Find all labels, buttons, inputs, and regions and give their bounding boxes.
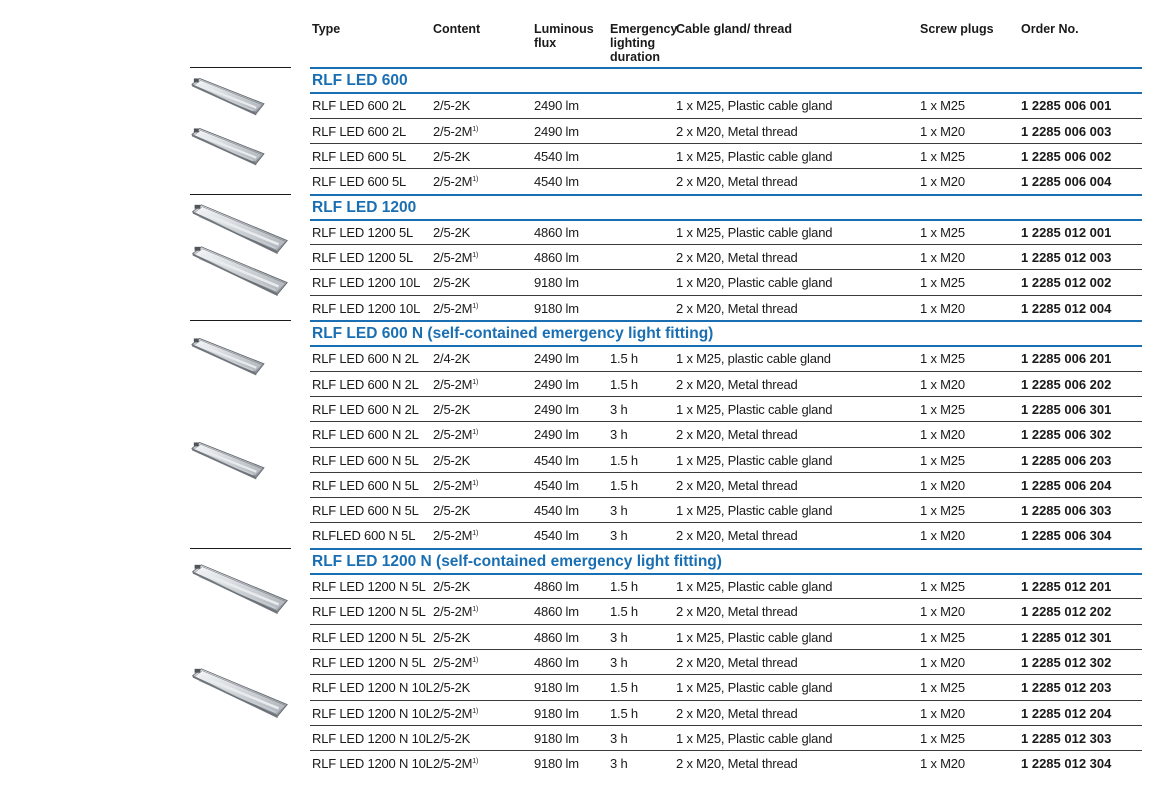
footnote-marker: 1): [472, 758, 479, 766]
cell-order: 1 2285 012 003: [1021, 250, 1112, 266]
light-fitting-600-image: [188, 438, 266, 482]
cell-order: 1 2285 006 004: [1021, 174, 1112, 190]
table-row: [0, 599, 1166, 624]
content-value: 2/5-2K: [433, 224, 471, 240]
content-value: 2/5-2K: [433, 148, 471, 164]
cell-screw: 1 x M20: [920, 174, 965, 190]
cell-content: [433, 655, 478, 670]
cell-duration: 1.5 h: [610, 351, 638, 367]
cell-order: 1 2285 006 303: [1021, 503, 1112, 519]
cell-cable: 2 x M20, Metal thread: [676, 300, 798, 316]
section-title: RLF LED 600: [312, 72, 408, 89]
footnote-marker: 1): [472, 530, 479, 538]
cell-content: [433, 402, 470, 417]
table-row: [0, 270, 1166, 295]
cell-type: RLF LED 1200 N 5L: [312, 579, 426, 594]
cell-flux: 9180 lm: [534, 300, 579, 316]
cell-screw: 1 x M25: [920, 730, 965, 746]
cell-type: RLF LED 600 N 5L: [312, 452, 419, 468]
column-header-flux-line: flux: [534, 36, 557, 50]
column-header-order: Order No.: [1021, 22, 1079, 36]
cell-order: 1 2285 012 302: [1021, 654, 1112, 670]
cell-flux: 4540 lm: [534, 503, 579, 519]
section-title: RLF LED 600 N (self-contained emergency light fitting): [312, 325, 714, 342]
content-value: 2/5-2K: [433, 680, 471, 696]
cell-content: [433, 630, 470, 645]
table-row: [0, 296, 1166, 321]
cell-cable: 1 x M25, Plastic cable gland: [676, 579, 833, 594]
cell-type: RLF LED 600 2L: [312, 123, 407, 139]
table-row: [0, 726, 1166, 751]
cell-flux: 9180 lm: [534, 705, 579, 721]
cell-cable: 1 x M25, Plastic cable gland: [676, 629, 833, 645]
content-value: 2/5-2M: [433, 705, 473, 721]
cell-content: [433, 528, 478, 543]
cell-flux: 4540 lm: [534, 528, 579, 544]
cell-flux: 2490 lm: [534, 376, 579, 392]
cell-type: RLF LED 1200 N 10L: [312, 705, 433, 721]
content-value: 2/5-2M: [433, 756, 473, 772]
cell-duration: 3 h: [610, 528, 628, 544]
column-header-emergency-line: Emergency: [610, 22, 678, 36]
cell-content: [433, 301, 478, 316]
cell-content: [433, 706, 478, 721]
table-row: [0, 751, 1166, 776]
section-divider: [310, 67, 1142, 69]
content-value: 2/5-2M: [433, 300, 473, 316]
cell-duration: 3 h: [610, 427, 628, 443]
cell-order: 1 2285 006 002: [1021, 148, 1112, 164]
cell-content: [433, 124, 478, 139]
column-header-flux: [534, 22, 594, 50]
cell-flux: 4540 lm: [534, 452, 579, 468]
cell-cable: 1 x M25, Plastic cable gland: [676, 224, 833, 240]
cell-order: 1 2285 006 001: [1021, 98, 1112, 114]
cell-flux: 4860 lm: [534, 604, 579, 620]
cell-flux: 2490 lm: [534, 351, 579, 367]
cell-duration: 1.5 h: [610, 376, 638, 392]
content-value: 2/5-2K: [433, 730, 471, 746]
cell-type: RLFLED 600 N 5L: [312, 528, 416, 544]
section-divider: [310, 320, 1142, 322]
cell-type: RLF LED 1200 N 5L: [312, 604, 426, 620]
cell-type: RLF LED 1200 N 5L: [312, 629, 426, 645]
cell-cable: 2 x M20, Metal thread: [676, 376, 798, 392]
cell-duration: 1.5 h: [610, 604, 638, 620]
column-header-content: Content: [433, 22, 481, 36]
cell-type: RLF LED 600 5L: [312, 148, 407, 164]
cell-duration: 1.5 h: [610, 579, 638, 594]
table-row: [0, 119, 1166, 144]
cell-type: RLF LED 1200 N 5L: [312, 654, 426, 670]
table-row: [0, 498, 1166, 523]
cell-screw: 1 x M20: [920, 376, 965, 392]
cell-type: RLF LED 1200 N 10L: [312, 680, 433, 696]
table-row: [0, 574, 1166, 599]
cell-order: 1 2285 012 204: [1021, 705, 1112, 721]
cell-flux: 4860 lm: [534, 579, 579, 594]
cell-type: RLF LED 600 N 2L: [312, 351, 419, 367]
section-title: RLF LED 1200 N (self-contained emergency light fitting): [312, 552, 722, 570]
cell-screw: 1 x M25: [920, 275, 965, 291]
content-value: 2/5-2M: [433, 123, 473, 139]
cell-screw: 1 x M25: [920, 629, 965, 645]
table-row: [0, 650, 1166, 675]
cell-content: [433, 453, 470, 468]
cell-duration: 1.5 h: [610, 705, 638, 721]
table-row: [0, 93, 1166, 118]
content-value: 2/5-2M: [433, 427, 473, 443]
cell-type: RLF LED 600 2L: [312, 98, 407, 114]
cell-order: 1 2285 012 201: [1021, 579, 1112, 594]
section-divider: [310, 194, 1142, 196]
cell-cable: 2 x M20, Metal thread: [676, 604, 798, 620]
section-title: RLF LED 1200: [312, 198, 417, 216]
cell-screw: 1 x M20: [920, 427, 965, 443]
column-header-flux-line: Luminous: [534, 22, 594, 36]
cell-screw: 1 x M25: [920, 401, 965, 417]
cell-content: [433, 579, 470, 594]
cell-screw: 1 x M20: [920, 300, 965, 316]
cell-flux: 9180 lm: [534, 730, 579, 746]
cell-content: [433, 351, 470, 366]
cell-order: 1 2285 006 201: [1021, 351, 1112, 367]
table-header: [0, 0, 1166, 66]
cell-flux: 4860 lm: [534, 250, 579, 266]
table-row: [0, 245, 1166, 270]
cell-content: [433, 225, 470, 240]
cell-flux: 2490 lm: [534, 123, 579, 139]
cell-order: 1 2285 006 204: [1021, 477, 1112, 493]
cell-cable: 1 x M25, Plastic cable gland: [676, 680, 833, 696]
cell-type: RLF LED 1200 N 10L: [312, 730, 433, 746]
cell-flux: 4540 lm: [534, 148, 579, 164]
cell-cable: 2 x M20, Metal thread: [676, 528, 798, 544]
cell-cable: 2 x M20, Metal thread: [676, 250, 798, 266]
column-header-screw: Screw plugs: [920, 22, 994, 36]
table-row: [0, 625, 1166, 650]
content-value: 2/5-2M: [433, 376, 473, 392]
cell-flux: 4860 lm: [534, 629, 579, 645]
cell-duration: 3 h: [610, 629, 628, 645]
cell-screw: 1 x M25: [920, 452, 965, 468]
table-row: [0, 372, 1166, 397]
image-column-divider: [190, 67, 291, 68]
table-row: [0, 169, 1166, 194]
cell-type: RLF LED 600 N 2L: [312, 427, 419, 443]
table-row: [0, 346, 1166, 371]
cell-order: 1 2285 012 202: [1021, 604, 1112, 620]
image-column-divider: [190, 320, 291, 321]
table-row: [0, 144, 1166, 169]
cell-screw: 1 x M25: [920, 148, 965, 164]
cell-type: RLF LED 1200 5L: [312, 224, 414, 240]
cell-duration: 1.5 h: [610, 477, 638, 493]
cell-cable: 1 x M25, Plastic cable gland: [676, 503, 833, 519]
cell-type: RLF LED 1200 5L: [312, 250, 414, 266]
cell-content: [433, 478, 478, 493]
footnote-marker: 1): [472, 656, 479, 664]
footnote-marker: 1): [472, 429, 479, 437]
cell-cable: 1 x M25, Plastic cable gland: [676, 98, 833, 114]
cell-cable: 2 x M20, Metal thread: [676, 705, 798, 721]
footnote-marker: 1): [472, 606, 479, 614]
content-value: 2/5-2K: [433, 98, 471, 114]
cell-flux: 4860 lm: [534, 224, 579, 240]
content-value: 2/5-2M: [433, 174, 473, 190]
cell-cable: 2 x M20, Metal thread: [676, 174, 798, 190]
light-fitting-1200-image: [188, 560, 290, 616]
cell-screw: 1 x M25: [920, 680, 965, 696]
table-row: [0, 448, 1166, 473]
table-row: [0, 701, 1166, 726]
cell-screw: 1 x M20: [920, 654, 965, 670]
cell-cable: 1 x M25, Plastic cable gland: [676, 401, 833, 417]
cell-content: [433, 680, 470, 695]
cell-cable: 2 x M20, Metal thread: [676, 477, 798, 493]
cell-cable: 1 x M25, Plastic cable gland: [676, 730, 833, 746]
cell-order: 1 2285 012 203: [1021, 680, 1112, 696]
cell-screw: 1 x M25: [920, 351, 965, 367]
cell-type: RLF LED 600 5L: [312, 174, 407, 190]
column-header-emergency-line: lighting: [610, 36, 656, 50]
table-row: [0, 422, 1166, 447]
cell-screw: 1 x M20: [920, 477, 965, 493]
table-row: [0, 220, 1166, 245]
cell-content: [433, 756, 478, 771]
content-value: 2/5-2M: [433, 477, 473, 493]
cell-flux: 2490 lm: [534, 427, 579, 443]
cell-duration: 3 h: [610, 756, 628, 772]
cell-duration: 3 h: [610, 654, 628, 670]
cell-screw: 1 x M20: [920, 123, 965, 139]
cell-order: 1 2285 012 301: [1021, 629, 1112, 645]
footnote-marker: 1): [472, 125, 479, 133]
cell-cable: 2 x M20, Metal thread: [676, 123, 798, 139]
cell-content: [433, 250, 478, 265]
content-value: 2/5-2M: [433, 604, 473, 620]
cell-cable: 2 x M20, Metal thread: [676, 427, 798, 443]
cell-type: RLF LED 1200 10L: [312, 275, 421, 291]
content-value: 2/4-2K: [433, 351, 471, 367]
cell-flux: 2490 lm: [534, 401, 579, 417]
content-value: 2/5-2M: [433, 654, 473, 670]
table-row: [0, 675, 1166, 700]
cell-cable: 2 x M20, Metal thread: [676, 756, 798, 772]
cell-order: 1 2285 006 301: [1021, 401, 1112, 417]
light-fitting-600-image: [188, 334, 266, 378]
cell-screw: 1 x M25: [920, 579, 965, 594]
content-value: 2/5-2K: [433, 629, 471, 645]
column-header-cable: Cable gland/ thread: [676, 22, 792, 36]
cell-order: 1 2285 006 203: [1021, 452, 1112, 468]
cell-order: 1 2285 012 303: [1021, 730, 1112, 746]
cell-content: [433, 731, 470, 746]
cell-flux: 4540 lm: [534, 477, 579, 493]
cell-order: 1 2285 006 003: [1021, 123, 1112, 139]
cell-content: [433, 503, 470, 518]
cell-screw: 1 x M20: [920, 756, 965, 772]
cell-cable: 1 x M25, Plastic cable gland: [676, 148, 833, 164]
content-value: 2/5-2M: [433, 250, 473, 266]
cell-screw: 1 x M20: [920, 250, 965, 266]
footnote-marker: 1): [472, 479, 479, 487]
cell-flux: 9180 lm: [534, 756, 579, 772]
cell-type: RLF LED 1200 N 10L: [312, 756, 433, 772]
cell-duration: 3 h: [610, 503, 628, 519]
cell-screw: 1 x M20: [920, 604, 965, 620]
content-value: 2/5-2K: [433, 452, 471, 468]
cell-order: 1 2285 012 002: [1021, 275, 1112, 291]
content-value: 2/5-2K: [433, 401, 471, 417]
content-value: 2/5-2K: [433, 579, 471, 594]
cell-type: RLF LED 600 N 2L: [312, 401, 419, 417]
cell-content: [433, 174, 478, 189]
content-value: 2/5-2M: [433, 528, 473, 544]
cell-type: RLF LED 600 N 2L: [312, 376, 419, 392]
footnote-marker: 1): [472, 302, 479, 310]
cell-content: [433, 604, 478, 619]
footnote-marker: 1): [472, 378, 479, 386]
table-row: [0, 523, 1166, 548]
cell-screw: 1 x M20: [920, 705, 965, 721]
cell-type: RLF LED 600 N 5L: [312, 503, 419, 519]
footnote-marker: 1): [472, 252, 479, 260]
content-value: 2/5-2K: [433, 503, 471, 519]
column-header-emergency-line: duration: [610, 50, 660, 64]
cell-order: 1 2285 012 004: [1021, 300, 1112, 316]
cell-flux: 2490 lm: [534, 98, 579, 114]
cell-cable: 1 x M25, Plastic cable gland: [676, 452, 833, 468]
cell-content: [433, 98, 470, 113]
cell-flux: 9180 lm: [534, 275, 579, 291]
light-fitting-1200-image: [188, 242, 290, 298]
cell-screw: 1 x M20: [920, 528, 965, 544]
content-value: 2/5-2K: [433, 275, 471, 291]
cell-duration: 1.5 h: [610, 680, 638, 696]
cell-content: [433, 149, 470, 164]
cell-screw: 1 x M25: [920, 224, 965, 240]
light-fitting-600-image: [188, 124, 266, 168]
light-fitting-600-image: [188, 74, 266, 118]
cell-cable: 1 x M25, plastic cable gland: [676, 351, 831, 367]
cell-duration: 1.5 h: [610, 452, 638, 468]
cell-duration: 3 h: [610, 401, 628, 417]
cell-flux: 4860 lm: [534, 654, 579, 670]
cell-content: [433, 377, 478, 392]
cell-screw: 1 x M25: [920, 503, 965, 519]
footnote-marker: 1): [472, 707, 479, 715]
cell-order: 1 2285 006 302: [1021, 427, 1112, 443]
cell-cable: 2 x M20, Metal thread: [676, 654, 798, 670]
cell-order: 1 2285 006 202: [1021, 376, 1112, 392]
cell-content: [433, 427, 478, 442]
cell-cable: 1 x M20, Plastic cable gland: [676, 275, 833, 291]
cell-order: 1 2285 012 304: [1021, 756, 1112, 772]
section-divider: [310, 548, 1142, 550]
cell-order: 1 2285 012 001: [1021, 224, 1112, 240]
cell-screw: 1 x M25: [920, 98, 965, 114]
cell-type: RLF LED 1200 10L: [312, 300, 421, 316]
column-header-type: Type: [312, 22, 341, 36]
light-fitting-1200-image: [188, 664, 290, 720]
image-column-divider: [190, 548, 291, 549]
cell-duration: 3 h: [610, 730, 628, 746]
column-header-emergency: [610, 22, 677, 64]
cell-order: 1 2285 006 304: [1021, 528, 1112, 544]
table-row: [0, 397, 1166, 422]
cell-flux: 4540 lm: [534, 174, 579, 190]
cell-type: RLF LED 600 N 5L: [312, 477, 419, 493]
cell-content: [433, 275, 470, 290]
table-row: [0, 473, 1166, 498]
image-column-divider: [190, 194, 291, 195]
cell-flux: 9180 lm: [534, 680, 579, 696]
footnote-marker: 1): [472, 176, 479, 184]
